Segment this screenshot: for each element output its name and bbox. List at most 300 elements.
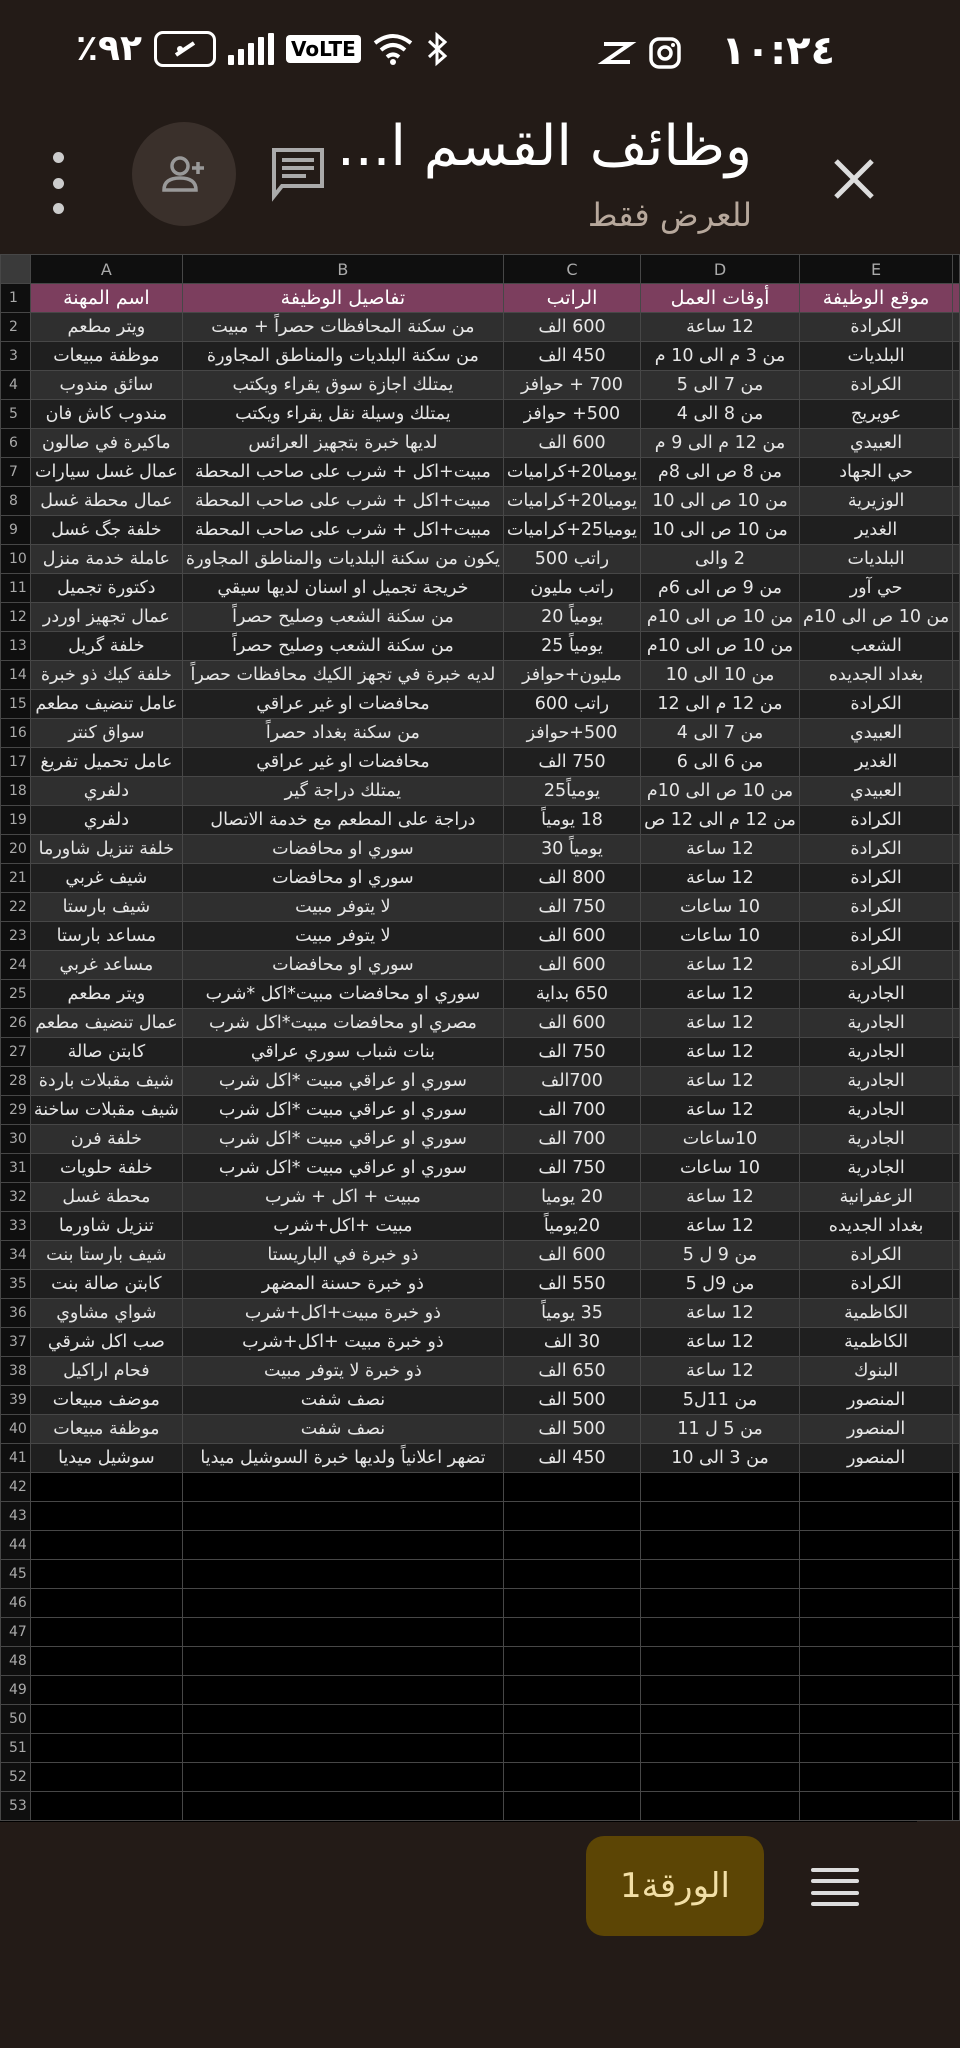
sheet-cell[interactable]: [503, 1618, 640, 1647]
sheet-cell[interactable]: [503, 1502, 640, 1531]
sheet-cell[interactable]: 20 يوميا: [503, 1183, 640, 1212]
row-header[interactable]: 41: [1, 1444, 31, 1473]
sheet-cell[interactable]: [641, 1763, 800, 1792]
sheet-cell[interactable]: لديه خبرة في تجهز الكيك محافظات حصراً: [182, 661, 503, 690]
row-header[interactable]: 38: [1, 1357, 31, 1386]
sheet-cell[interactable]: [953, 1386, 960, 1415]
sheet-cell[interactable]: دكتورة تجميل: [30, 574, 182, 603]
sheet-cell[interactable]: [641, 1589, 800, 1618]
sheet-cell[interactable]: تنزيل شاورما: [30, 1212, 182, 1241]
sheet-cell[interactable]: ذو خبرة لا يتوفر مبيت: [182, 1357, 503, 1386]
sheet-cell[interactable]: عامل تنضيف مطعم: [30, 690, 182, 719]
sheet-cell[interactable]: [953, 1212, 960, 1241]
sheet-cell[interactable]: سوري او عراقي مبيت *اكل شرب: [182, 1096, 503, 1125]
sheet-cell[interactable]: الجادرية: [799, 1009, 952, 1038]
sheet-cell[interactable]: 600 الف: [503, 951, 640, 980]
sheet-cell[interactable]: [503, 1734, 640, 1763]
sheet-cell[interactable]: راتب مليون: [503, 574, 640, 603]
sheet-cell[interactable]: [799, 1618, 952, 1647]
sheet-cell[interactable]: [799, 1473, 952, 1502]
sheet-cell[interactable]: عمال تجهيز اوردر: [30, 603, 182, 632]
sheet-cell[interactable]: 12 ساعة: [641, 1067, 800, 1096]
sheet-cell[interactable]: مبيت+اكل + شرب على صاحب المحطة: [182, 487, 503, 516]
sheet-cell[interactable]: 35 يومياً: [503, 1299, 640, 1328]
sheet-cell[interactable]: من سكنة الشعب وصليح حصراً: [182, 603, 503, 632]
more-options-button[interactable]: [46, 152, 70, 214]
sheet-cell[interactable]: من 9 ل 5: [641, 1241, 800, 1270]
sheet-cell[interactable]: 12 ساعة: [641, 1357, 800, 1386]
sheet-cell[interactable]: الكرادة: [799, 864, 952, 893]
sheet-cell[interactable]: من سكنة المحافظات حصراً + مبيت: [182, 313, 503, 342]
sheet-cell[interactable]: ذو خبرة مبيت +اكل+شرب: [182, 1328, 503, 1357]
sheet-cell[interactable]: الكرادة: [799, 835, 952, 864]
row-header[interactable]: 11: [1, 574, 31, 603]
sheet-cell[interactable]: [641, 1502, 800, 1531]
sheet-cell[interactable]: [30, 1618, 182, 1647]
row-header[interactable]: 25: [1, 980, 31, 1009]
sheet-cell[interactable]: [953, 429, 960, 458]
sheet-cell[interactable]: مساعد غربي: [30, 951, 182, 980]
row-header[interactable]: 16: [1, 719, 31, 748]
sheet-cell[interactable]: سوري او عراقي مبيت *اكل شرب: [182, 1125, 503, 1154]
sheet-cell[interactable]: يوميا25+كراميات: [503, 516, 640, 545]
sheet-cell[interactable]: محافضات او غير عراقي: [182, 748, 503, 777]
sheet-cell[interactable]: الجادرية: [799, 1038, 952, 1067]
sheet-cell[interactable]: [182, 1473, 503, 1502]
sheet-cell[interactable]: [30, 1792, 182, 1821]
sheet-cell[interactable]: [953, 835, 960, 864]
sheet-cell[interactable]: 450 الف: [503, 1444, 640, 1473]
sheet-cell[interactable]: يوميا20+كراميات: [503, 458, 640, 487]
sheet-cell[interactable]: موضف مبيعات: [30, 1386, 182, 1415]
sheet-cell[interactable]: المنصور: [799, 1386, 952, 1415]
sheet-cell[interactable]: [953, 1531, 960, 1560]
sheet-cell[interactable]: من 10 ص الى 10م: [641, 632, 800, 661]
column-header-e[interactable]: E: [799, 255, 952, 284]
row-header[interactable]: 15: [1, 690, 31, 719]
sheet-cell[interactable]: 650 بداية: [503, 980, 640, 1009]
sheet-cell[interactable]: من 10 ص الى 10: [641, 487, 800, 516]
sheet-cell[interactable]: [641, 1676, 800, 1705]
sheet-cell[interactable]: [953, 1473, 960, 1502]
sheet-cell[interactable]: [641, 1792, 800, 1821]
row-header[interactable]: 32: [1, 1183, 31, 1212]
sheet-cell[interactable]: سوشيل ميديا: [30, 1444, 182, 1473]
sheet-cell[interactable]: من 11ل5: [641, 1386, 800, 1415]
sheet-cell[interactable]: [30, 1589, 182, 1618]
sheet-cell[interactable]: عاملة خدمة منزل: [30, 545, 182, 574]
row-header[interactable]: 12: [1, 603, 31, 632]
sheet-cell[interactable]: [503, 1705, 640, 1734]
row-header[interactable]: 50: [1, 1705, 31, 1734]
sheet-cell[interactable]: الكرادة: [799, 893, 952, 922]
sheet-cell[interactable]: من 12 م الى 12 ص: [641, 806, 800, 835]
sheet-cell[interactable]: [799, 1792, 952, 1821]
sheet-cell[interactable]: كابتن صالة بنت: [30, 1270, 182, 1299]
sheet-cell[interactable]: الكرادة: [799, 806, 952, 835]
sheet-cell[interactable]: 12 ساعة: [641, 980, 800, 1009]
sheet-cell[interactable]: المنصور: [799, 1415, 952, 1444]
row-header[interactable]: 27: [1, 1038, 31, 1067]
sheet-cell[interactable]: العبيدي: [799, 719, 952, 748]
sheet-cell[interactable]: خلفة تنزيل شاورما: [30, 835, 182, 864]
sheet-cell[interactable]: [953, 284, 960, 313]
row-header[interactable]: 36: [1, 1299, 31, 1328]
row-header[interactable]: 2: [1, 313, 31, 342]
row-header[interactable]: 21: [1, 864, 31, 893]
sheet-cell[interactable]: الجادرية: [799, 980, 952, 1009]
sheet-cell[interactable]: 10ساعات: [641, 1125, 800, 1154]
sheet-cell[interactable]: سوري او محافضات: [182, 951, 503, 980]
sheet-cell[interactable]: 500+ حوافز: [503, 400, 640, 429]
row-header[interactable]: 7: [1, 458, 31, 487]
column-header-a[interactable]: A: [30, 255, 182, 284]
sheet-cell[interactable]: الكاظمية: [799, 1299, 952, 1328]
sheet-cell[interactable]: شواي مشاوي: [30, 1299, 182, 1328]
sheet-cell[interactable]: يومياً 20: [503, 603, 640, 632]
sheet-cell[interactable]: عامل تحميل تفريغ: [30, 748, 182, 777]
row-header[interactable]: 33: [1, 1212, 31, 1241]
sheet-cell[interactable]: 700 الف: [503, 1096, 640, 1125]
sheet-cell[interactable]: [953, 545, 960, 574]
sheet-cell[interactable]: [182, 1792, 503, 1821]
row-header[interactable]: 30: [1, 1125, 31, 1154]
sheet-cell[interactable]: سوري او محافضات مبيت*اكل *شرب: [182, 980, 503, 1009]
row-header[interactable]: 4: [1, 371, 31, 400]
sheet-cell[interactable]: [953, 1618, 960, 1647]
sheet-cell[interactable]: [953, 400, 960, 429]
sheet-cell[interactable]: 600 الف: [503, 922, 640, 951]
column-header-b[interactable]: B: [182, 255, 503, 284]
row-header[interactable]: 22: [1, 893, 31, 922]
sheet-cell[interactable]: 12 ساعة: [641, 1009, 800, 1038]
sheet-cell[interactable]: من 10 ص الى 10م: [641, 777, 800, 806]
sheet-cell[interactable]: [30, 1473, 182, 1502]
sheet-cell[interactable]: [641, 1560, 800, 1589]
sheet-cell[interactable]: [953, 1647, 960, 1676]
sheet-cell[interactable]: [30, 1676, 182, 1705]
sheet-cell[interactable]: [182, 1647, 503, 1676]
sheet-cell[interactable]: دراجة على المطعم مع خدمة الاتصال: [182, 806, 503, 835]
sheet-cell[interactable]: [799, 1705, 952, 1734]
column-header-f[interactable]: [953, 255, 960, 284]
sheet-cell[interactable]: [953, 1009, 960, 1038]
row-header[interactable]: 37: [1, 1328, 31, 1357]
sheet-cell[interactable]: [182, 1589, 503, 1618]
sheet-cell[interactable]: [953, 632, 960, 661]
sheet-cell[interactable]: [953, 1299, 960, 1328]
sheet-cell[interactable]: البلديات: [799, 342, 952, 371]
sheet-cell[interactable]: الكاظمية: [799, 1328, 952, 1357]
sheet-cell[interactable]: [182, 1618, 503, 1647]
sheet-cell[interactable]: [503, 1676, 640, 1705]
sheet-cell[interactable]: 12 ساعة: [641, 864, 800, 893]
sheet-cell[interactable]: البنوك: [799, 1357, 952, 1386]
sheet-cell[interactable]: دلفري: [30, 777, 182, 806]
sheet-cell[interactable]: [641, 1734, 800, 1763]
column-header-d[interactable]: D: [641, 255, 800, 284]
sheet-cell[interactable]: 750 الف: [503, 893, 640, 922]
sheet-cell[interactable]: [953, 719, 960, 748]
sheet-cell[interactable]: [30, 1560, 182, 1589]
sheet-cell[interactable]: [953, 1183, 960, 1212]
row-header[interactable]: 26: [1, 1009, 31, 1038]
sheet-cell[interactable]: ويتر مطعم: [30, 980, 182, 1009]
sheet-cell[interactable]: [641, 1531, 800, 1560]
sheet-cell[interactable]: [503, 1473, 640, 1502]
sheet-cell[interactable]: [953, 1241, 960, 1270]
sheet-cell[interactable]: راتب 600: [503, 690, 640, 719]
sheet-cell[interactable]: يوميا20+كراميات: [503, 487, 640, 516]
sheet-cell[interactable]: [503, 1589, 640, 1618]
sheet-cell[interactable]: سواق كنتر: [30, 719, 182, 748]
sheet-cell[interactable]: [953, 980, 960, 1009]
sheet-cell[interactable]: الجادرية: [799, 1125, 952, 1154]
sheet-cell[interactable]: [953, 313, 960, 342]
sheet-cell[interactable]: [953, 342, 960, 371]
sheet-cell[interactable]: خلفة كيك ذو خبرة: [30, 661, 182, 690]
row-header[interactable]: 46: [1, 1589, 31, 1618]
sheet-cell[interactable]: من 8 ص الى 8م: [641, 458, 800, 487]
sheet-cell[interactable]: [799, 1589, 952, 1618]
sheet-cell[interactable]: 700الف: [503, 1067, 640, 1096]
sheet-cell[interactable]: سوري او عراقي مبيت *اكل شرب: [182, 1067, 503, 1096]
sheet-cell[interactable]: مبيت+اكل + شرب على صاحب المحطة: [182, 458, 503, 487]
sheet-cell[interactable]: راتب 500: [503, 545, 640, 574]
row-header[interactable]: 44: [1, 1531, 31, 1560]
row-header[interactable]: 43: [1, 1502, 31, 1531]
sheet-cell[interactable]: 800 الف: [503, 864, 640, 893]
sheet-cell[interactable]: [799, 1734, 952, 1763]
row-header[interactable]: 6: [1, 429, 31, 458]
select-all-corner[interactable]: [1, 255, 31, 284]
sheet-cell[interactable]: مصري او محافضات مبيت*اكل شرب: [182, 1009, 503, 1038]
sheet-cell[interactable]: [953, 1125, 960, 1154]
sheet-cell[interactable]: شيف بارستا: [30, 893, 182, 922]
sheet-cell[interactable]: [799, 1647, 952, 1676]
sheet-cell[interactable]: [953, 922, 960, 951]
sheet-cell[interactable]: [953, 1560, 960, 1589]
sheet-cell[interactable]: [953, 1734, 960, 1763]
row-header[interactable]: 42: [1, 1473, 31, 1502]
sheet-cell[interactable]: من 7 الى 5: [641, 371, 800, 400]
sheet-cell[interactable]: محافضات او غير عراقي: [182, 690, 503, 719]
sheet-cell[interactable]: الراتب: [503, 284, 640, 313]
sheet-cell[interactable]: من 10 ص الى 10م: [641, 603, 800, 632]
sheet-cell[interactable]: عويريج: [799, 400, 952, 429]
sheet-cell[interactable]: [30, 1763, 182, 1792]
row-header[interactable]: 13: [1, 632, 31, 661]
sheet-cell[interactable]: مبيت + اكل + شرب: [182, 1183, 503, 1212]
sheet-cell[interactable]: 12 ساعة: [641, 1038, 800, 1067]
sheet-cell[interactable]: شيف مقبلات ساخنة: [30, 1096, 182, 1125]
sheet-cell[interactable]: 12 ساعة: [641, 835, 800, 864]
sheet-cell[interactable]: 10 ساعات: [641, 893, 800, 922]
sheet-cell[interactable]: [953, 951, 960, 980]
sheet-cell[interactable]: من 9 ص الى 6م: [641, 574, 800, 603]
sheet-cell[interactable]: [182, 1531, 503, 1560]
sheet-cell[interactable]: 600 الف: [503, 429, 640, 458]
sheet-cell[interactable]: نصف شفت: [182, 1386, 503, 1415]
sheet-cell[interactable]: [799, 1676, 952, 1705]
row-header[interactable]: 48: [1, 1647, 31, 1676]
comments-button[interactable]: [270, 146, 340, 216]
sheet-cell[interactable]: من 8 الى 4: [641, 400, 800, 429]
sheet-cell[interactable]: العبيدي: [799, 429, 952, 458]
sheet-cell[interactable]: شيف غربي: [30, 864, 182, 893]
sheet-cell[interactable]: اسم المهنة: [30, 284, 182, 313]
sheet-cell[interactable]: 18 يومياً: [503, 806, 640, 835]
sheet-cell[interactable]: 12 ساعة: [641, 1328, 800, 1357]
sheet-cell[interactable]: شيف مقبلات باردة: [30, 1067, 182, 1096]
row-header[interactable]: 35: [1, 1270, 31, 1299]
sheet-cell[interactable]: 550 الف: [503, 1270, 640, 1299]
sheet-cell[interactable]: حي الجهاد: [799, 458, 952, 487]
sheet-cell[interactable]: موظفة مبيعات: [30, 342, 182, 371]
row-header[interactable]: 28: [1, 1067, 31, 1096]
sheet-cell[interactable]: الكرادة: [799, 1241, 952, 1270]
sheet-cell[interactable]: [182, 1763, 503, 1792]
sheet-cell[interactable]: [641, 1618, 800, 1647]
row-header[interactable]: 47: [1, 1618, 31, 1647]
sheet-cell[interactable]: 2 والى: [641, 545, 800, 574]
sheet-cell[interactable]: من 7 الى 4: [641, 719, 800, 748]
sheet-cell[interactable]: [182, 1560, 503, 1589]
sheet-cell[interactable]: لا يتوفر مبيت: [182, 922, 503, 951]
sheet-cell[interactable]: سائق مندوب: [30, 371, 182, 400]
sheet-cell[interactable]: يومياً 30: [503, 835, 640, 864]
row-header[interactable]: 45: [1, 1560, 31, 1589]
sheet-cell[interactable]: [953, 574, 960, 603]
row-header[interactable]: 24: [1, 951, 31, 980]
sheet-cell[interactable]: موقع الوظيفة: [799, 284, 952, 313]
sheet-cell[interactable]: عمال محطة غسل: [30, 487, 182, 516]
sheet-cell[interactable]: 30 الف: [503, 1328, 640, 1357]
sheet-cell[interactable]: سوري او عراقي مبيت *اكل شرب: [182, 1154, 503, 1183]
sheet-cell[interactable]: 450 الف: [503, 342, 640, 371]
sheet-cell[interactable]: المنصور: [799, 1444, 952, 1473]
sheet-cell[interactable]: مليون+حوافز: [503, 661, 640, 690]
sheet-cell[interactable]: [953, 516, 960, 545]
sheet-cell[interactable]: [953, 1792, 960, 1821]
spreadsheet-grid[interactable]: [0, 254, 950, 1822]
sheet-cell[interactable]: 600 الف: [503, 1241, 640, 1270]
sheet-cell[interactable]: من 10 ص الى 10م: [799, 603, 952, 632]
sheet-cell[interactable]: خلفة حلويات: [30, 1154, 182, 1183]
sheet-cell[interactable]: بغداد الجديده: [799, 661, 952, 690]
sheet-cell[interactable]: 600 الف: [503, 1009, 640, 1038]
row-header[interactable]: 20: [1, 835, 31, 864]
row-header[interactable]: 51: [1, 1734, 31, 1763]
sheet-cell[interactable]: 12 ساعة: [641, 313, 800, 342]
sheet-cell[interactable]: الكرادة: [799, 922, 952, 951]
sheet-cell[interactable]: من سكنة الشعب وصليح حصراً: [182, 632, 503, 661]
sheet-cell[interactable]: [953, 1154, 960, 1183]
sheet-cell[interactable]: [799, 1763, 952, 1792]
sheet-cell[interactable]: [953, 1763, 960, 1792]
sheet-cell[interactable]: ماكيرة في صالون: [30, 429, 182, 458]
row-header[interactable]: 9: [1, 516, 31, 545]
sheet-cell[interactable]: 500 الف: [503, 1415, 640, 1444]
sheet-cell[interactable]: من 6 الى 6: [641, 748, 800, 777]
sheet-cell[interactable]: [953, 1328, 960, 1357]
sheet-cell[interactable]: [953, 1357, 960, 1386]
sheet-cell[interactable]: لديها خبرة بتجهيز العرائس: [182, 429, 503, 458]
sheet-cell[interactable]: [953, 806, 960, 835]
sheet-cell[interactable]: [799, 1560, 952, 1589]
sheet-cell[interactable]: [503, 1763, 640, 1792]
sheet-cell[interactable]: 500 الف: [503, 1386, 640, 1415]
sheet-cell[interactable]: [641, 1705, 800, 1734]
row-header[interactable]: 8: [1, 487, 31, 516]
sheet-cell[interactable]: [30, 1734, 182, 1763]
sheet-cell[interactable]: 700 الف: [503, 1125, 640, 1154]
sheet-cell[interactable]: أوقات العمل: [641, 284, 800, 313]
sheet-cell[interactable]: الوزيرية: [799, 487, 952, 516]
sheet-cell[interactable]: من 3 م الى 10 م: [641, 342, 800, 371]
sheet-cell[interactable]: الجادرية: [799, 1154, 952, 1183]
sheet-cell[interactable]: خلفة جگ غسل: [30, 516, 182, 545]
row-header[interactable]: 10: [1, 545, 31, 574]
sheet-cell[interactable]: خلفة گريل: [30, 632, 182, 661]
row-header[interactable]: 1: [1, 284, 31, 313]
sheet-cell[interactable]: موظفة مبيعات: [30, 1415, 182, 1444]
sheet-cell[interactable]: [799, 1502, 952, 1531]
sheet-cell[interactable]: [953, 1444, 960, 1473]
sheet-cell[interactable]: 12 ساعة: [641, 951, 800, 980]
sheet-cell[interactable]: من 10 الى 10: [641, 661, 800, 690]
sheet-cell[interactable]: [503, 1560, 640, 1589]
sheet-cell[interactable]: [953, 1415, 960, 1444]
row-header[interactable]: 52: [1, 1763, 31, 1792]
row-header[interactable]: 19: [1, 806, 31, 835]
sheet-cell[interactable]: فحام اراكيل: [30, 1357, 182, 1386]
sheet-cell[interactable]: [503, 1647, 640, 1676]
sheet-cell[interactable]: محطة غسل: [30, 1183, 182, 1212]
sheet-cell[interactable]: [953, 690, 960, 719]
sheet-cell[interactable]: 20يومياً: [503, 1212, 640, 1241]
sheet-cell[interactable]: الغدير: [799, 516, 952, 545]
sheet-cell[interactable]: [953, 748, 960, 777]
sheet-cell[interactable]: [953, 603, 960, 632]
sheet-cell[interactable]: [953, 893, 960, 922]
sheet-cell[interactable]: 600 الف: [503, 313, 640, 342]
sheet-cell[interactable]: من سكنة البلديات والمناطق المجاورة: [182, 342, 503, 371]
sheet-cell[interactable]: [953, 1096, 960, 1125]
sheet-cell[interactable]: [953, 1502, 960, 1531]
sheet-cell[interactable]: سوري او محافضات: [182, 835, 503, 864]
sheet-cell[interactable]: 12 ساعة: [641, 1183, 800, 1212]
row-header[interactable]: 17: [1, 748, 31, 777]
sheet-cell[interactable]: مبيت+اكل + شرب على صاحب المحطة: [182, 516, 503, 545]
sheet-cell[interactable]: 750 الف: [503, 1038, 640, 1067]
sheet-cell[interactable]: 10 ساعات: [641, 1154, 800, 1183]
row-header[interactable]: 53: [1, 1792, 31, 1821]
row-header[interactable]: 18: [1, 777, 31, 806]
sheet-cell[interactable]: 10 ساعات: [641, 922, 800, 951]
sheet-cell[interactable]: خريجة تجميل او اسنان لديها سيقي: [182, 574, 503, 603]
row-header[interactable]: 14: [1, 661, 31, 690]
sheet-cell[interactable]: 750 الف: [503, 748, 640, 777]
sheet-cell[interactable]: تضهر اعلانياً ولديها خبرة السوشيل ميديا: [182, 1444, 503, 1473]
row-header[interactable]: 23: [1, 922, 31, 951]
sheet-cell[interactable]: شيف بارستا بنت: [30, 1241, 182, 1270]
sheet-cell[interactable]: عمال غسل سيارات: [30, 458, 182, 487]
sheet-cell[interactable]: [182, 1502, 503, 1531]
sheet-cell[interactable]: بنات شباب سوري عراقي: [182, 1038, 503, 1067]
sheet-cell[interactable]: من 10 ص الى 10: [641, 516, 800, 545]
sheet-cell[interactable]: [953, 777, 960, 806]
